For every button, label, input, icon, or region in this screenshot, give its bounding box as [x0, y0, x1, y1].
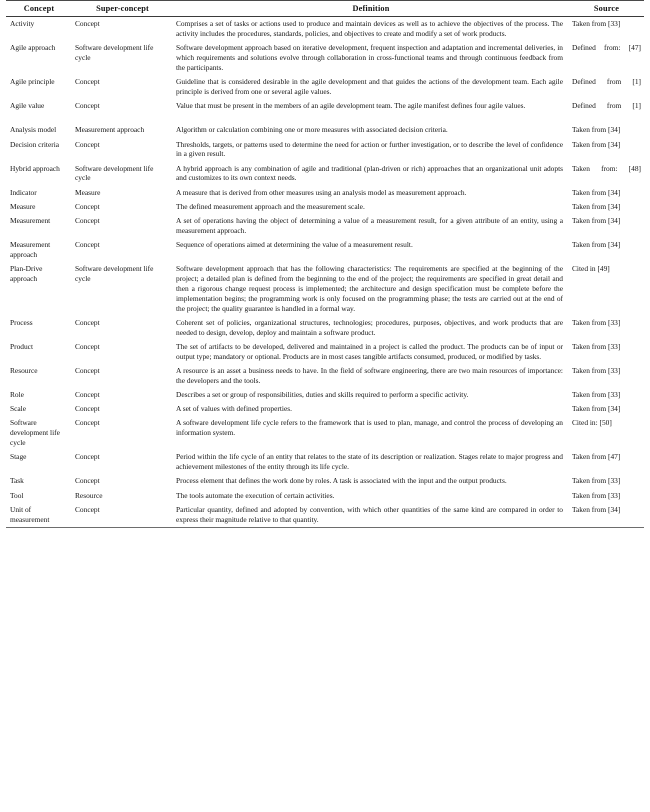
- cell-super-concept: Concept: [75, 476, 100, 486]
- definition-text: The tools automate the execution of certain activities.: [176, 490, 335, 500]
- bottom-rule-cell-4: [569, 527, 644, 528]
- cell-definition: [173, 137, 569, 161]
- table-row: [6, 488, 644, 502]
- table-row: [6, 316, 644, 340]
- cell-concept: Activity: [10, 19, 35, 29]
- table-row: [6, 474, 644, 488]
- definition-text: The defined measurement approach and the measurement scale.: [176, 201, 365, 211]
- cell-source: [569, 450, 644, 474]
- source-text: Taken from [33]: [572, 390, 621, 399]
- definition-text: A set of values with defined properties.: [176, 404, 292, 414]
- table-row: [6, 402, 644, 416]
- table-bottom-rule: [6, 527, 644, 528]
- cell-source: [569, 474, 644, 488]
- table-row: [6, 123, 644, 137]
- cell-super-concept: Concept: [75, 201, 100, 211]
- cell-super-concept: Concept: [75, 418, 100, 428]
- cell-super-concept: Measure: [75, 187, 101, 197]
- cell-definition: [173, 238, 569, 262]
- cell-definition: [173, 402, 569, 416]
- cell-source: [569, 364, 644, 388]
- cell-concept: Product: [10, 341, 33, 351]
- source-text: Taken from [34]: [572, 139, 621, 149]
- cell-definition: [173, 450, 569, 474]
- cell-source: [569, 316, 644, 340]
- cell-super-concept: Software development life cycle: [75, 264, 154, 284]
- cell-source: [569, 388, 644, 402]
- source-text: Taken from [34]: [572, 240, 621, 250]
- cell-definition: [173, 388, 569, 402]
- source-text: Taken from [33]: [572, 341, 621, 351]
- cell-super-concept: Concept: [75, 390, 100, 399]
- cell-definition: [173, 340, 569, 364]
- definition-text: A set of operations having the object of determining a value of a measurement result, for a given attribute of an entity, using a measurement approach.: [176, 216, 563, 235]
- cell-source: [569, 200, 644, 214]
- cell-concept: Agile principle: [10, 77, 55, 87]
- cell-concept: Resource: [10, 365, 38, 375]
- cell-source: [569, 503, 644, 528]
- table-row: [6, 17, 644, 42]
- cell-definition: [173, 17, 569, 42]
- source-text: Cited in [49]: [572, 264, 610, 274]
- cell-super-concept: Concept: [75, 365, 100, 375]
- table-row: [6, 214, 644, 238]
- table-row: [6, 450, 644, 474]
- cell-super-concept: Concept: [75, 341, 100, 351]
- cell-super-concept: Concept: [75, 452, 100, 462]
- cell-source: [569, 99, 644, 123]
- source-text: Taken from [34]: [572, 187, 621, 197]
- definition-text: A software development life cycle refers to the framework that is used to plan, manage, and control the process of developing an information system.: [176, 418, 563, 438]
- bottom-rule-cell-2: [72, 527, 173, 528]
- cell-concept: Process: [10, 317, 33, 327]
- cell-definition: [173, 214, 569, 238]
- table-row: [6, 340, 644, 364]
- source-text: Defined from [1]: [572, 77, 641, 87]
- cell-source: [569, 416, 644, 450]
- source-text: Taken from [34]: [572, 504, 621, 514]
- cell-concept: Tool: [10, 490, 24, 500]
- source-text: Taken from [34]: [572, 216, 621, 226]
- cell-source: [569, 402, 644, 416]
- table-header: [6, 1, 644, 17]
- cell-super-concept: Software development life cycle: [75, 163, 154, 183]
- cell-concept: Decision criteria: [10, 139, 60, 149]
- cell-source: [569, 41, 644, 75]
- table-row: [6, 416, 644, 450]
- cell-concept: Measure: [10, 201, 36, 211]
- cell-super-concept: Resource: [75, 490, 103, 500]
- source-text: Cited in: [50]: [572, 418, 612, 428]
- cell-definition: [173, 503, 569, 528]
- cell-source: [569, 75, 644, 99]
- cell-super-concept: Concept: [75, 216, 100, 226]
- table-row: [6, 99, 644, 123]
- definition-text: The set of artifacts to be developed, delivered and maintained in a project is called the product. The products can be of input or output type; mandatory or optional. Products are in most cases tangible artifacts consumed, produced, or modified by tasks.: [176, 341, 563, 361]
- cell-source: [569, 488, 644, 502]
- table-row: [6, 503, 644, 528]
- cell-concept: Role: [10, 390, 24, 399]
- cell-definition: [173, 488, 569, 502]
- cell-source: [569, 123, 644, 137]
- source-text: Taken from [47]: [572, 452, 621, 462]
- definition-text: Describes a set or group of responsibilities, duties and skills required to perform a specific activity.: [176, 390, 469, 399]
- cell-super-concept: Concept: [75, 101, 100, 111]
- cell-concept: Agile value: [10, 101, 45, 111]
- cell-definition: [173, 416, 569, 450]
- source-text: Taken from [33]: [572, 490, 621, 500]
- cell-super-concept: Concept: [75, 317, 100, 327]
- source-text: Taken from [34]: [572, 125, 621, 135]
- definition-text: Period within the life cycle of an entity that relates to the state of its description or realization. Stages relate to major progress and achievement milestones of the entity through its life cycle.: [176, 452, 563, 472]
- column-header-concept: Concept: [6, 1, 72, 17]
- bottom-rule-cell-3: [173, 527, 569, 528]
- cell-definition: [173, 474, 569, 488]
- cell-source: [569, 17, 644, 42]
- source-text: Taken from [33]: [572, 476, 621, 486]
- source-text: Taken from: [48]: [572, 163, 641, 173]
- definition-text: Process element that defines the work done by roles. A task is associated with the input and the output products.: [176, 476, 507, 486]
- definition-text: Sequence of operations aimed at determining the value of a measurement result.: [176, 240, 413, 250]
- cell-super-concept: Concept: [75, 504, 100, 514]
- definition-text: Coherent set of policies, organizational structures, technologies; procedures, purposes, objectives, and work products that are needed to design, develop, deploy and maintain a software product.: [176, 317, 563, 337]
- table-row: [6, 75, 644, 99]
- cell-concept: Unit of measurement: [10, 504, 50, 524]
- cell-definition: [173, 364, 569, 388]
- cell-definition: [173, 200, 569, 214]
- cell-definition: [173, 41, 569, 75]
- cell-definition: [173, 161, 569, 185]
- cell-concept: Scale: [10, 404, 27, 414]
- definition-text: A resource is an asset a business needs to have. In the field of software engineering, there are two main resources of importance: the developers and the tools.: [176, 365, 563, 385]
- cell-definition: [173, 262, 569, 316]
- cell-concept: Plan-Drive approach: [10, 264, 43, 284]
- table-row: [6, 161, 644, 185]
- table-row: [6, 200, 644, 214]
- source-text: Taken from [33]: [572, 365, 621, 375]
- definition-text: A hybrid approach is any combination of agile and traditional (plan-driven or rich) approaches that an organizational unit adopts and customizes to its own context needs.: [176, 163, 563, 183]
- source-text: Defined from [1]: [572, 101, 641, 111]
- definition-text: Value that must be present in the members of an agile development team. The agile manifest defines four agile values.: [176, 101, 526, 111]
- cell-source: [569, 214, 644, 238]
- definition-text: A measure that is derived from other measures using an analysis model as measurement approach.: [176, 187, 467, 197]
- cell-definition: [173, 316, 569, 340]
- cell-definition: [173, 123, 569, 137]
- cell-super-concept: Measurement approach: [75, 125, 145, 135]
- cell-super-concept: Concept: [75, 77, 100, 87]
- definition-text: Algorithm or calculation combining one or more measures with associated decision criteria.: [176, 125, 448, 135]
- definition-text: Thresholds, targets, or patterns used to determine the need for action or further investigation, or to describe the level of confidence in a given result.: [176, 139, 563, 159]
- column-header-super-concept: Super-concept: [72, 1, 173, 17]
- cell-source: [569, 238, 644, 262]
- cell-concept: Agile approach: [10, 43, 56, 53]
- cell-super-concept: Concept: [75, 404, 100, 414]
- source-text: Taken from [34]: [572, 201, 621, 211]
- table-row: [6, 137, 644, 161]
- source-text: Defined from: [47]: [572, 43, 641, 53]
- table-row: [6, 238, 644, 262]
- cell-source: [569, 262, 644, 316]
- cell-concept: Measurement approach: [10, 240, 51, 259]
- table-row: [6, 41, 644, 75]
- cell-concept: Hybrid approach: [10, 163, 60, 173]
- source-text: Taken from [33]: [572, 317, 621, 327]
- table-row: [6, 185, 644, 199]
- table-row: [6, 364, 644, 388]
- table-row: [6, 262, 644, 316]
- bottom-rule-cell-1: [6, 527, 72, 528]
- cell-source: [569, 340, 644, 364]
- cell-definition: [173, 185, 569, 199]
- table-row: [6, 388, 644, 402]
- cell-definition: [173, 75, 569, 99]
- cell-super-concept: Concept: [75, 19, 100, 29]
- cell-super-concept: Concept: [75, 139, 100, 149]
- concept-definitions-table: [6, 0, 644, 528]
- definition-text: Guideline that is considered desirable in the agile development and that guides the actions of the development team. Each agile principle is derived from one or several agile values.: [176, 77, 563, 97]
- cell-definition: [173, 99, 569, 123]
- column-header-source: Source: [569, 1, 644, 17]
- definition-text: Particular quantity, defined and adopted by convention, with which other quantities of the same kind are compared in order to express their magnitude relative to that quantity.: [176, 504, 563, 524]
- cell-super-concept: Software development life cycle: [75, 43, 154, 63]
- cell-concept: Task: [10, 476, 24, 486]
- source-text: Taken from [33]: [572, 19, 621, 29]
- definition-text: Software development approach that has the following characteristics: The requirements are specified at the beginning of the project; a detailed plan is defined from the beginning to the end of the project; the requirements are specified in great detail and then a rigorous change request process is implemented; the architecture and design specification must be complete before the implementation begins; the programming work is only focused on the programming phase; the tests are carried out at the end of the project; the quality guarantee is handled in a formal way.: [176, 264, 563, 313]
- cell-concept: Stage: [10, 452, 27, 462]
- table-body: [6, 17, 644, 528]
- table-header-row: [6, 1, 644, 17]
- cell-concept: Measurement: [10, 216, 51, 226]
- source-text: Taken from [34]: [572, 404, 621, 414]
- cell-source: [569, 185, 644, 199]
- cell-concept: Indicator: [10, 187, 37, 197]
- cell-source: [569, 161, 644, 185]
- column-header-definition: Definition: [173, 1, 569, 17]
- cell-source: [569, 137, 644, 161]
- definition-text: Comprises a set of tasks or actions used to produce and maintain devices as well as to achieve the objectives of the process. The activity includes the procedures, standards, policies, and objectives to create and modify a set of work products.: [176, 19, 563, 39]
- definition-text: Software development approach based on iterative development, frequent inspection and adaptation and incremental deliveries, in which requirements and solutions evolve through collaboration in cross-functional teams and through continuous feedback from the participants.: [176, 43, 563, 72]
- cell-concept: Analysis model: [10, 125, 57, 135]
- cell-super-concept: Concept: [75, 240, 100, 250]
- cell-concept: Software development life cycle: [10, 418, 60, 448]
